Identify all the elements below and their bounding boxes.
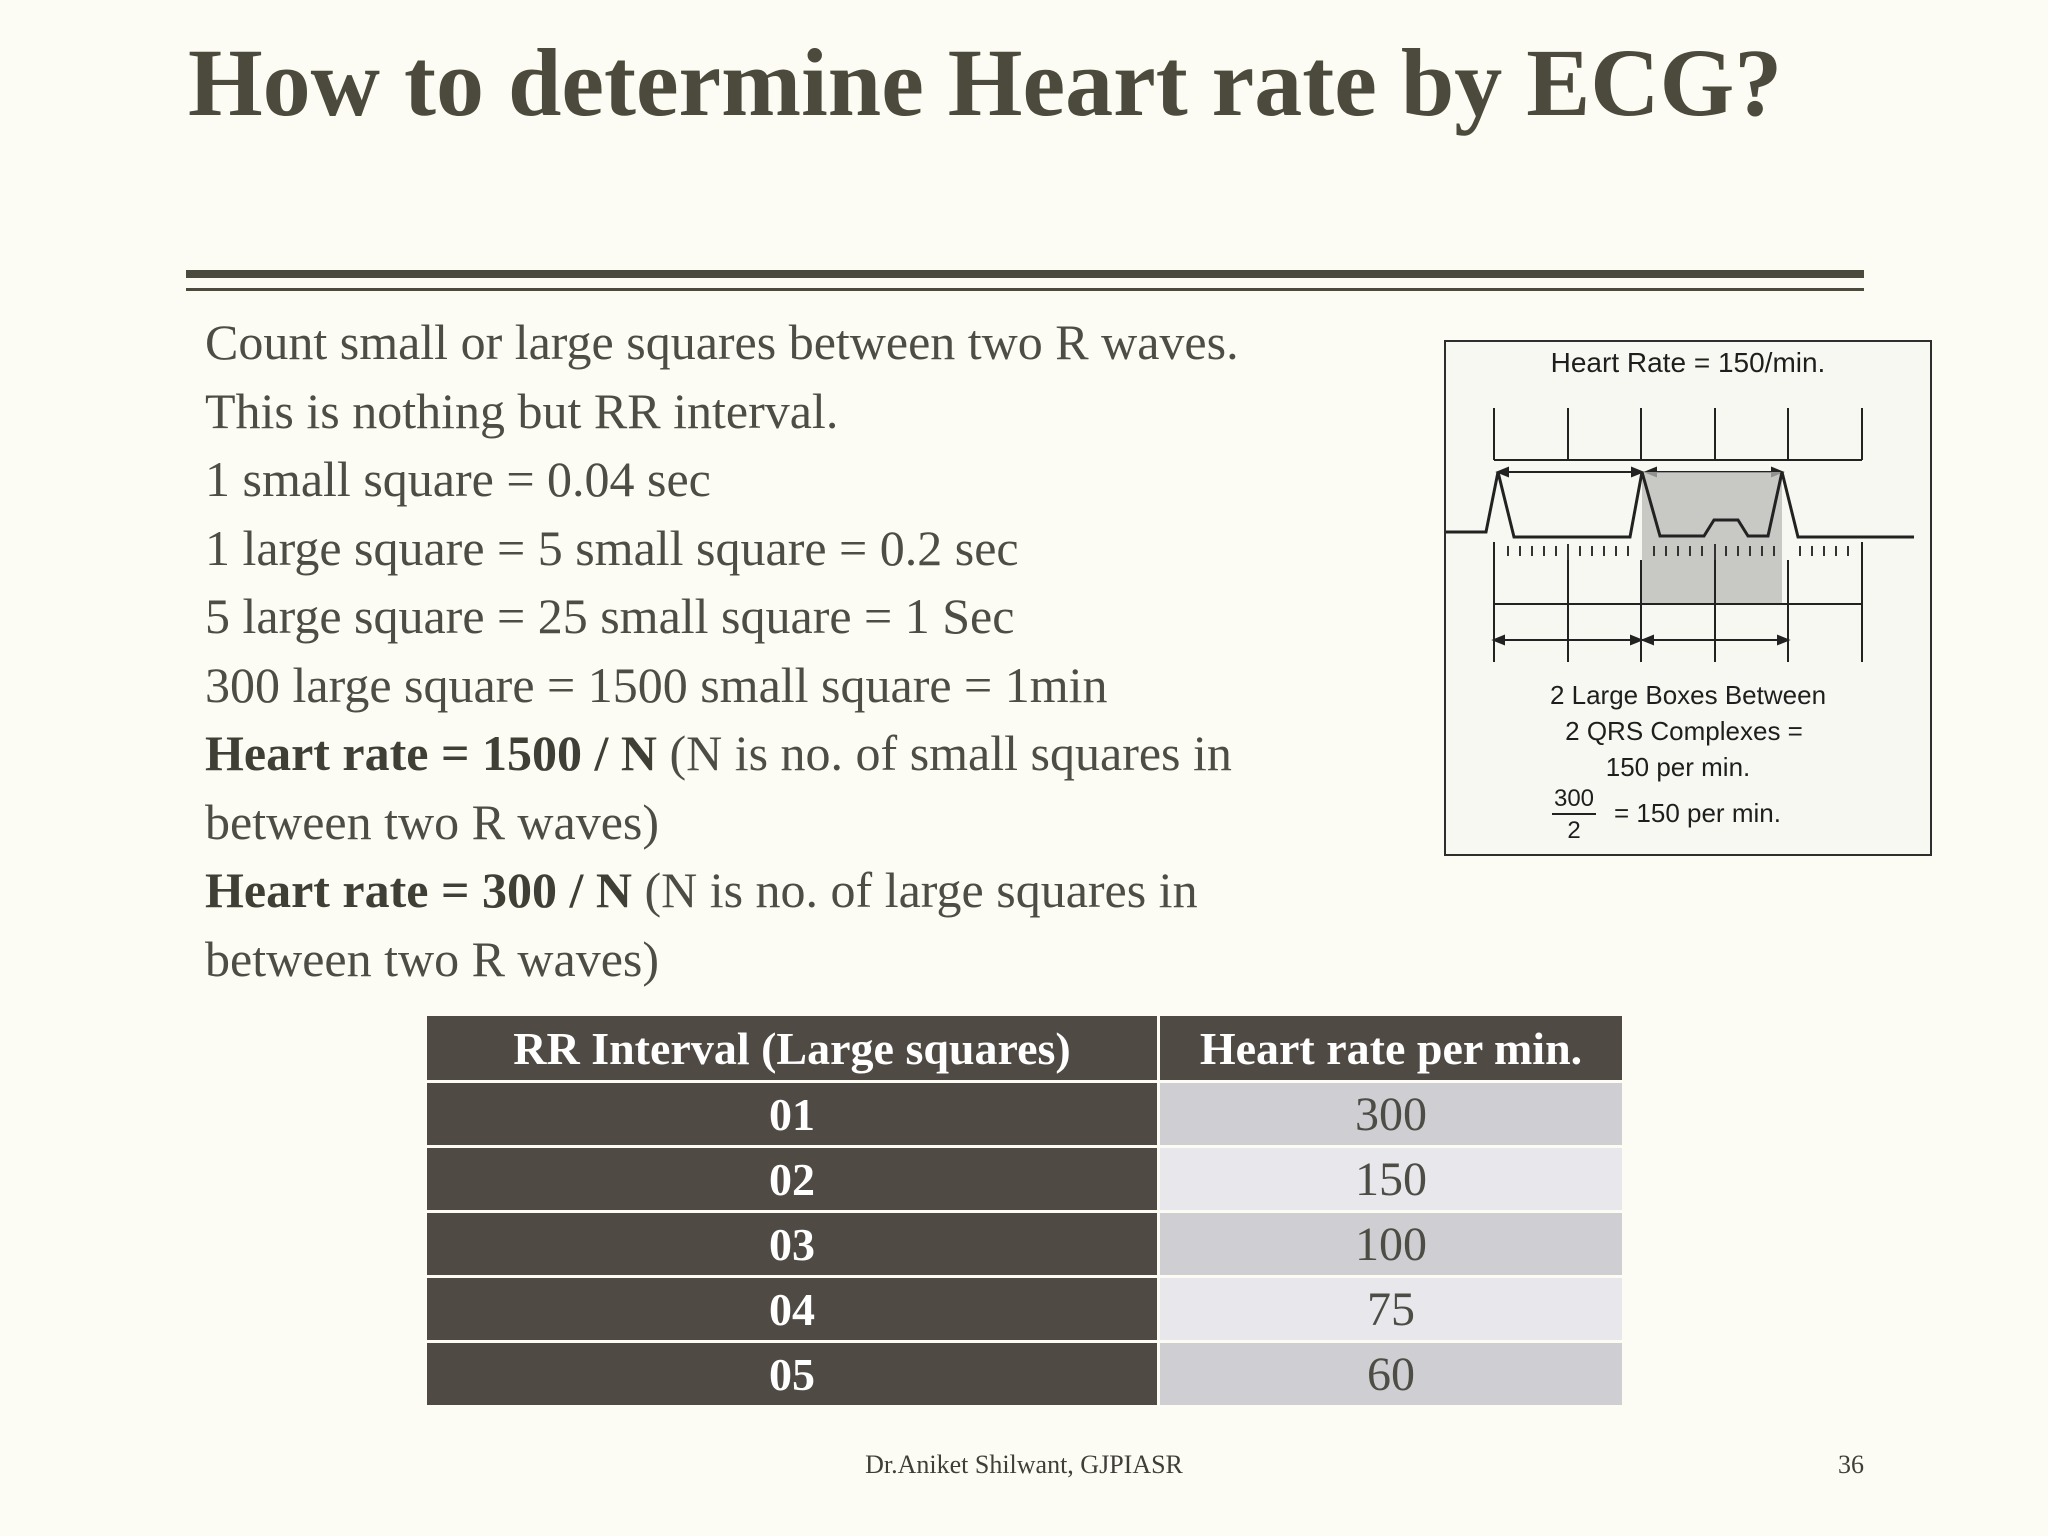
column-header-heart-rate: Heart rate per min. — [1159, 1015, 1624, 1082]
table-row — [426, 1212, 1624, 1277]
ecg-figure — [1444, 340, 1932, 856]
footer-author: Dr.Aniket Shilwant, GJPIASR — [865, 1450, 1183, 1479]
rr-interval-cell: 01 — [426, 1082, 1159, 1147]
table-row — [426, 1147, 1624, 1212]
rr-interval-cell: 05 — [426, 1342, 1159, 1407]
fraction-denominator: 2 — [1567, 817, 1581, 844]
table-header-row — [426, 1015, 1624, 1082]
rr-interval-cell: 04 — [426, 1277, 1159, 1342]
shaded-interval — [1642, 472, 1782, 604]
formula-note: (N is no. of small squares in — [656, 725, 1232, 781]
body-line: This is nothing but RR interval. — [205, 382, 839, 439]
figure-heading: Heart Rate = 150/min. — [1550, 347, 1826, 378]
column-header-rr-interval: RR Interval (Large squares) — [426, 1015, 1159, 1082]
formula-bold: Heart rate = 1500 / N — [205, 725, 657, 781]
body-line: 1 small square = 0.04 sec — [205, 451, 711, 507]
slide-body — [205, 308, 1445, 993]
heart-rate-cell: 150 — [1159, 1147, 1624, 1212]
body-line: 5 large square = 25 small square = 1 Sec — [205, 588, 1015, 644]
heart-rate-cell: 300 — [1159, 1082, 1624, 1147]
body-line: 1 large square = 5 small square = 0.2 sec — [205, 519, 1019, 576]
rr-interval-cell: 03 — [426, 1212, 1159, 1277]
heart-rate-table — [424, 1013, 1625, 1408]
formula-note: (N is no. of large squares in — [631, 862, 1198, 918]
formula-bold: Heart rate = 300 / N — [205, 862, 632, 918]
ecg-diagram — [1446, 342, 1930, 854]
figure-caption-line: 2 Large Boxes Between — [1549, 680, 1827, 710]
table-row — [426, 1342, 1624, 1407]
body-line: Count small or large squares between two R waves. — [205, 314, 1239, 370]
rr-interval-cell: 02 — [426, 1147, 1159, 1212]
page-number: 36 — [1838, 1450, 1864, 1479]
title-divider-thin — [186, 288, 1864, 291]
heart-rate-cell: 60 — [1159, 1342, 1624, 1407]
heart-rate-cell: 100 — [1159, 1212, 1624, 1277]
table-row — [426, 1082, 1624, 1147]
formula-large-squares — [205, 856, 1445, 925]
table-row — [426, 1277, 1624, 1342]
title-divider-thick — [186, 270, 1864, 278]
formula-note-cont: between two R waves) — [205, 930, 660, 987]
fraction-result: = 150 per min. — [1614, 798, 1781, 828]
top-ticks — [1494, 408, 1862, 460]
fraction-numerator: 300 — [1553, 785, 1595, 812]
figure-caption-line: 150 per min. — [1605, 752, 1751, 782]
slide-title: How to determine Heart rate by ECG? — [188, 29, 1783, 136]
formula-note-cont: between two R waves) — [205, 793, 660, 850]
heart-rate-cell: 75 — [1159, 1277, 1624, 1342]
body-line: 300 large square = 1500 small square = 1min — [205, 656, 1108, 713]
figure-caption-line: 2 QRS Complexes = — [1565, 716, 1803, 746]
formula-small-squares — [205, 719, 1445, 788]
